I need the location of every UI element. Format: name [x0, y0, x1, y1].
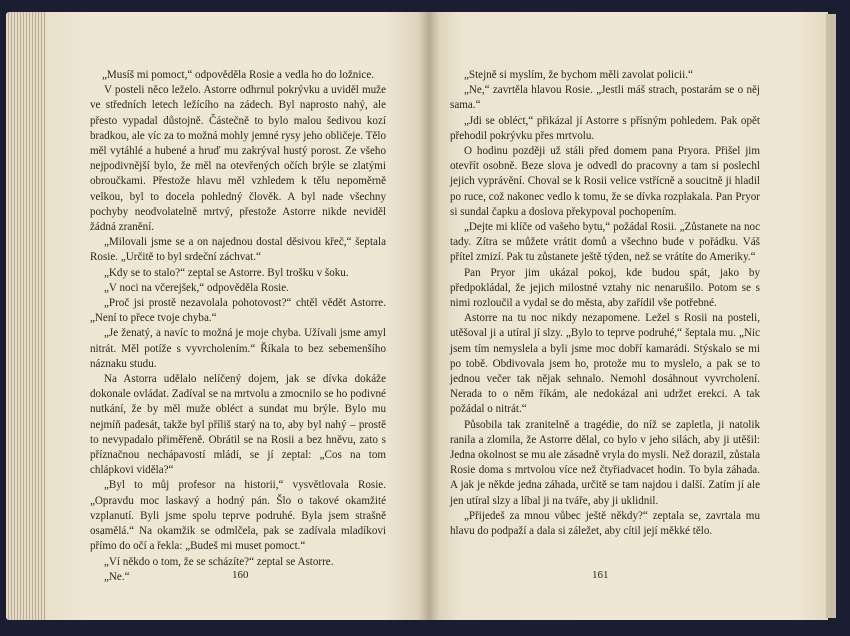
paragraph: „Přijedeš za mnou vůbec ještě někdy?“ zeptala se, zavrtala mu hlavu do podpaží a dala si záležet, aby cítil její měkké tělo. [450, 509, 760, 538]
paragraph: V posteli něco leželo. Astorre odhrnul pokrývku a uviděl muže ve středních letech ležícího na zádech. Byl naprosto nahý, ale přesto vypadal důstojně. Částečně to bylo malou šedivou kozí bradkou, ale víc za to možná mohly jemné rysy jeho obličeje. Tělo měl vytáhlé a hubené a hruď mu zakrýval hustý porost. Ze všeho nejpodivnější bylo, že měl na otevřených očích brýle se zlatými obroučkami. Přestože hlavu měl vzhledem k tělu nepoměrně velkou, byl to docela pohledný člověk. A byl nade všechny pochyby neodvolatelně mrtvý, přestože Astorre nikde neviděl žádná zranění. [90, 84, 386, 234]
paragraph: „Kdy se to stalo?“ zeptal se Astorre. Byl trošku v šoku. [104, 266, 349, 279]
paragraph: Působila tak zranitelně a tragédie, do níž se zapletla, ji natolik ranila a zlomila, že Astorre dělal, co bylo v jeho silách, aby ji utěšil: Jedna okolnost se mu ale zásadně vryla do mysli. Než dorazil, zůstala Rosie doma s mrtvolou více než čtyřiadvacet hodin. To byla záhada. A jak je někde jedna záhada, určitě se tam najdou i další. Zatím jí ale jen utíral slzy a líbal ji na tváře, aby ji uklidnil. [450, 418, 760, 507]
page-edges-right [826, 14, 836, 618]
left-page-text [90, 68, 386, 585]
page-edges-left [6, 12, 50, 620]
book-gutter [418, 12, 440, 620]
paragraph: „Milovali jsme se a on najednou dostal děsivou křeč,“ šeptala Rosie. „Určitě to byl srdeční záchvat.“ [90, 236, 386, 264]
paragraph: „Proč jsi prostě nezavolala pohotovost?“ chtěl vědět Astorre. „Není to přece tvoje chyba.“ [90, 297, 386, 325]
page-number-right: 161 [592, 569, 609, 581]
paragraph: „V noci na včerejšek,“ odpověděla Rosie. [104, 281, 289, 294]
paragraph: „Ne.“ [104, 570, 130, 583]
paragraph: „Dejte mi klíče od vašeho bytu,“ požádal Rosii. „Zůstanete na noc tady. Zítra se můžete vrátit domů a všechno bude v pořádku. Váš přítel zmizí. Pak tu zůstanete ještě týden, než se vrátíte do Ameriky.“ [450, 221, 760, 264]
paragraph: Na Astorra udělalo nelíčený dojem, jak se dívka dokáže dokonale ovládat. Zadíval se na mrtvolu a zmocnilo se ho podivné nutkání, že by měl muže obléct a sundat mu brýle. Bylo mu nejmíň padesát, takže byl příliš starý na to, aby byl nahý – prostě to nevypadalo přiměřeně. Obrátil se na Rosii a bez hněvu, zato s příznačnou nechápavostí mládí, se jí zeptal: „Cos na tom chlápkovi viděla?“ [90, 373, 386, 477]
paragraph: „Jdi se obléct,“ přikázal jí Astorre s přísným pohledem. Pak opět přehodil pokrývku přes mrtvolu. [450, 114, 760, 142]
paragraph: „Byl to můj profesor na historii,“ vysvětlovala Rosie. „Opravdu moc laskavý a hodný pán. Šlo o takové okamžité vzplanutí. Byli jsme spolu teprve podruhé. Byla jsem strašně osamělá.“ Na okamžik se odmlčela, pak se zadívala mladíkovi přímo do očí a řekla: „Budeš mi muset pomoct.“ [90, 479, 386, 553]
paragraph: „Ne,“ zavrtěla hlavou Rosie. „Jestli máš strach, postarám se o něj sama.“ [450, 84, 760, 112]
paragraph: „Je ženatý, a navíc to možná je moje chyba. Užívali jsme amyl nitrát. Měl potíže s vyvrcholením.“ Říkala to bez sebemenšího náznaku studu. [90, 327, 386, 370]
paragraph: „Ví někdo o tom, že se scházíte?“ zeptal se Astorre. [104, 555, 334, 568]
right-page-text [450, 68, 760, 539]
paragraph: „Stejně si myslím, že bychom měli zavolat policii.“ [464, 69, 693, 81]
page-number-left: 160 [232, 569, 249, 581]
paragraph: „Musíš mi pomoct,“ odpověděla Rosie a vedla ho do ložnice. [102, 69, 375, 81]
paragraph: O hodinu později už stáli před domem pana Pryora. Přišel jim otevřít osobně. Beze slova je odvedl do pracovny a tam si poslechl jejich vyprávění. Choval se k Rosii velice vstřícně a soucitně ji hladil po ruce, což nakonec vedlo k tomu, že se dívka rozplakala. Pan Pryor si sundal čapku a doslova překypoval pochopením. [450, 145, 760, 218]
paragraph: Pan Pryor jim ukázal pokoj, kde budou spát, jako by předpokládal, že jejich milostné vztahy nic nenarušilo. Potom se s nimi rozloučil a vydal se do města, aby zařídil vše potřebné. [450, 266, 760, 310]
paragraph: Astorre na tu noc nikdy nezapomene. Ležel s Rosii na posteli, utěšoval ji a utíral jí slzy. „Bylo to teprve podruhé,“ šeptala mu. „Nic jsem tím nemyslela a byli jsme moc dobří kamarádi. Stýskalo se mi po tobě. Obdivovala jsem ho, protože mu to myslelo, a pak se to jednou večer tak nějak sehnalo. Nemohl dosáhnout vyvrcholení. Neradа to o něm říkám, ale nedokázal ani udržet erekci. A tak požádal o nitrát.“ [450, 312, 760, 416]
